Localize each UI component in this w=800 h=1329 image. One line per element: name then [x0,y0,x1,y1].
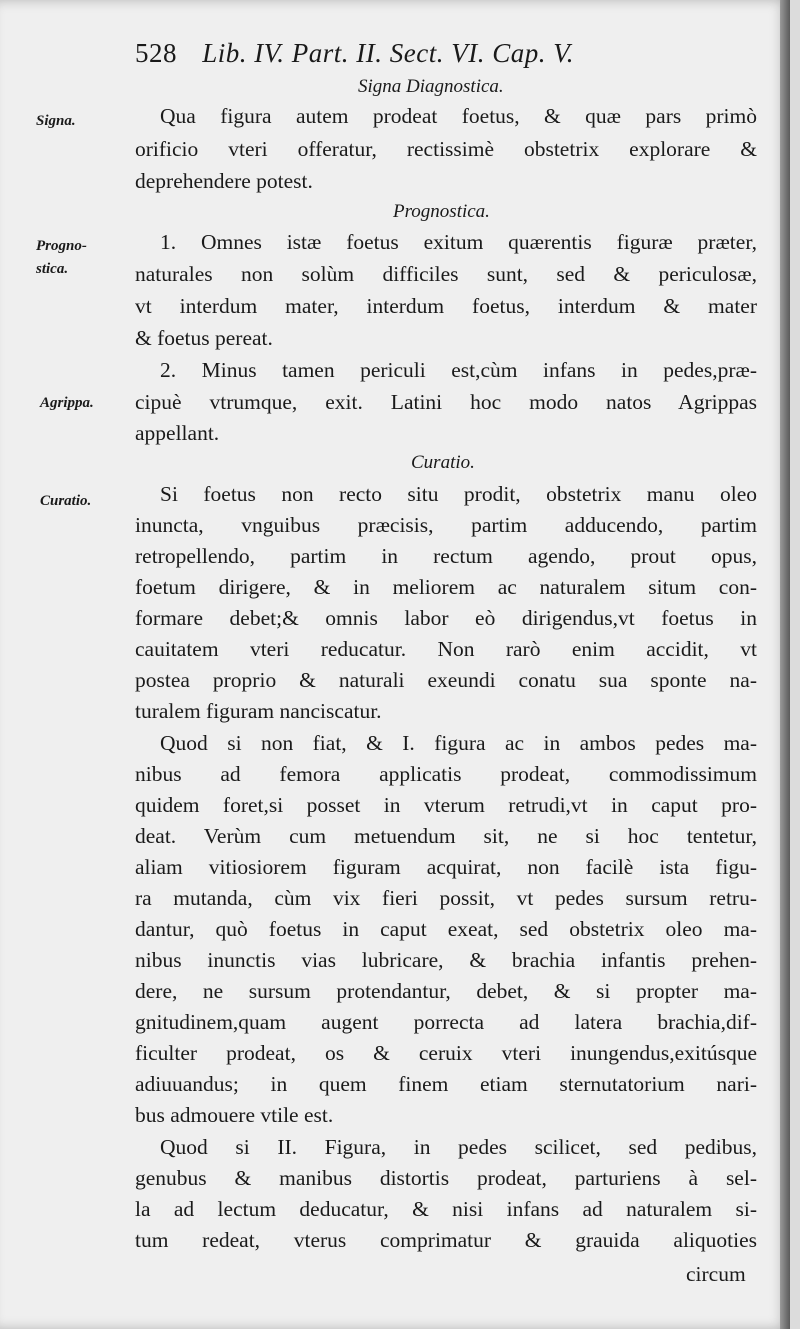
margin-note-curatio: Curatio. [40,493,92,509]
text-line: vt interdum mater, interdum foetus, interdum & mater [135,294,757,318]
text-line: ra mutanda, cùm vix fieri possit, vt pedes sursum retru- [135,886,757,910]
text-line: adiuuandus; in quem finem etiam sternutatorium nari- [135,1072,757,1096]
page-edge-shadow [780,0,790,1329]
text-line: orificio vteri offeratur, rectissimè obstetrix explorare & [135,137,757,161]
heading-signa-diagnostica: Signa Diagnostica. [358,76,504,97]
text-line: gnitudinem,quam augent porrecta ad latera brachia,dif- [135,1010,757,1034]
text-line: naturales non solùm difficiles sunt, sed & periculosæ, [135,262,757,286]
text-line: postea proprio & naturali exeundi conatu sua sponte na- [135,668,757,692]
running-title: Lib. IV. Part. II. Sect. VI. Cap. V. [202,38,574,68]
text-line: cauitatem vteri reducatur. Non rarò enim accidit, vt [135,637,757,661]
text-line: dere, ne sursum protendantur, debet, & si propter ma- [135,979,757,1003]
text-line: ficulter prodeat, os & ceruix vteri inungendus,exitúsque [135,1041,757,1065]
text-line: nibus inunctis vias lubricare, & brachia infantis prehen- [135,948,757,972]
text-line: genubus & manibus distortis prodeat, parturiens à sel- [135,1166,757,1190]
text-line: aliam vitiosiorem figuram acquirat, non facilè ista figu- [135,855,757,879]
text-line: bus admouere vtile est. [135,1103,334,1127]
text-line: 2. Minus tamen periculi est,cùm infans in pedes,præ- [160,358,757,382]
text-line: la ad lectum deducatur, & nisi infans ad naturalem si- [135,1197,757,1221]
heading-prognostica: Prognostica. [393,201,490,222]
text-line: Quod si II. Figura, in pedes scilicet, sed pedibus, [160,1135,757,1159]
text-line: dantur, quò foetus in caput exeat, sed obstetrix oleo ma- [135,917,757,941]
margin-note-signa: Signa. [36,113,76,129]
text-line: quidem foret,si posset in vterum retrudi,vt in caput pro- [135,793,757,817]
text-line: Qua figura autem prodeat foetus, & quæ pars primò [160,104,757,128]
text-line: turalem figuram nanciscatur. [135,699,382,723]
text-line: formare debet;& omnis labor eò dirigendus,vt foetus in [135,606,757,630]
text-line: appellant. [135,421,220,445]
margin-note-prognostica-line1: Progno- [36,238,87,254]
text-line: inuncta, vnguibus præcisis, partim adducendo, partim [135,513,757,537]
margin-note-prognostica [36,235,87,281]
text-line: foetum dirigere, & in meliorem ac naturalem situm con- [135,575,757,599]
text-line: Si foetus non recto situ prodit, obstetrix manu oleo [160,482,757,506]
running-header [135,38,735,69]
text-line: 1. Omnes istæ foetus exitum quærentis figuræ præter, [160,230,757,254]
text-line: Quod si non fiat, & I. figura ac in ambos pedes ma- [160,731,757,755]
margin-note-prognostica-line2: stica. [36,261,69,277]
text-line: deat. Verùm cum metuendum sit, ne si hoc tentetur, [135,824,757,848]
catchword: circum [686,1262,746,1286]
text-line: & foetus pereat. [135,326,273,350]
page-number: 528 [135,38,177,68]
text-line: deprehendere potest. [135,169,313,193]
text-line: tum redeat, vterus comprimatur & grauida aliquoties [135,1228,757,1252]
text-line: cipuè vtrumque, exit. Latini hoc modo natos Agrippas [135,390,757,414]
text-line: retropellendo, partim in rectum agendo, prout opus, [135,544,757,568]
heading-curatio: Curatio. [411,452,475,473]
margin-note-agrippa: Agrippa. [40,395,94,411]
text-line: nibus ad femora applicatis prodeat, commodissimum [135,762,757,786]
